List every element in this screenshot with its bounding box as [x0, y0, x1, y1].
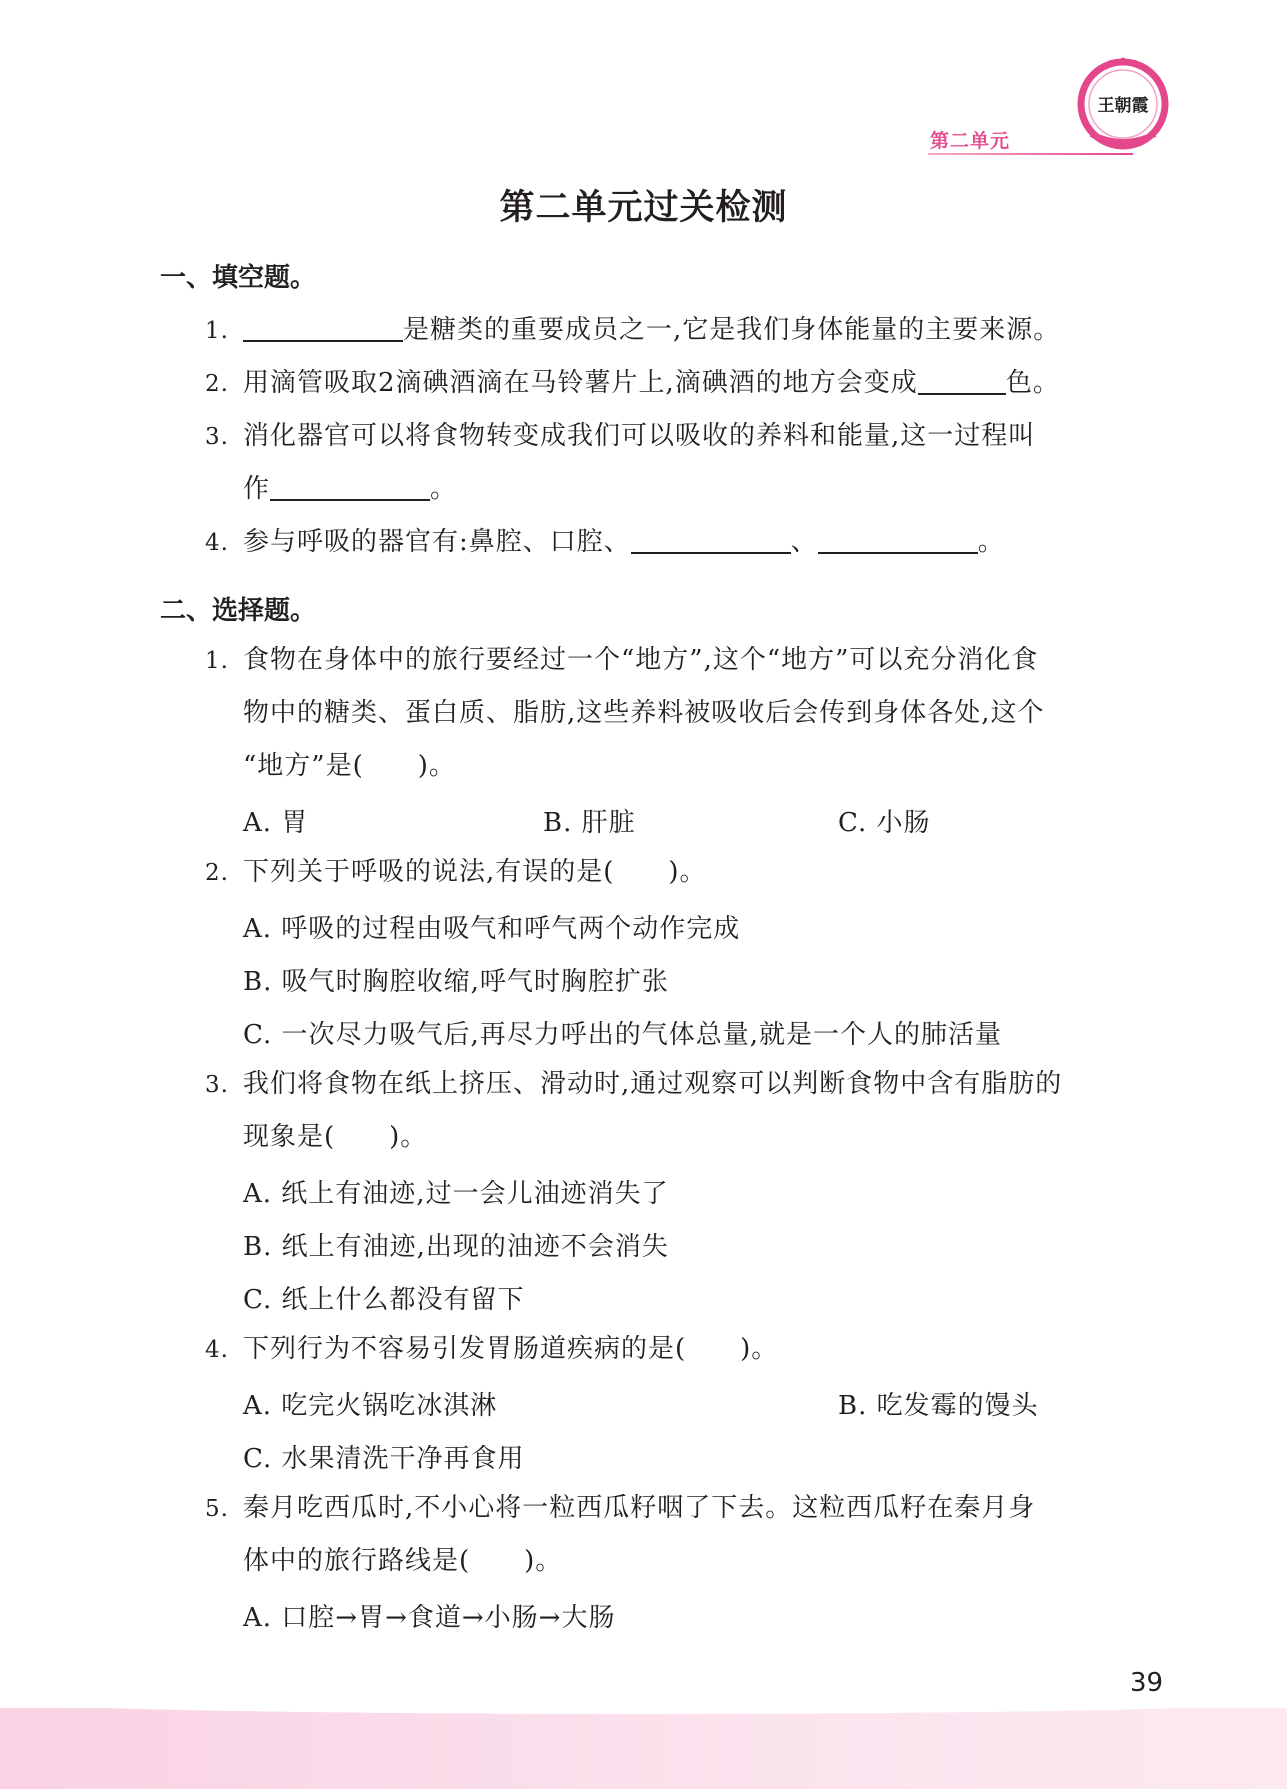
question-number: 1. [205, 318, 229, 344]
fill-question-4 [205, 525, 1005, 560]
fill-question-1 [205, 313, 1060, 348]
question-number: 5. [205, 1496, 229, 1522]
question-text: 食物在身体中的旅行要经过一个“地方”,这个“地方”可以充分消化食 [243, 645, 1039, 675]
question-text: 下列关于呼吸的说法,有误的是( )。 [243, 857, 707, 887]
question-number: 2. [205, 371, 229, 397]
question-text-end: 色。 [1005, 368, 1060, 398]
question-text-end: 。 [977, 527, 1005, 557]
question-text-end: 。 [430, 474, 458, 504]
answer-blank[interactable] [243, 314, 403, 342]
option-b[interactable]: B. 纸上有油迹,出现的油迹不会消失 [243, 1232, 669, 1262]
section-heading-choice: 二、选择题。 [160, 596, 317, 626]
fill-question-3 [205, 419, 1035, 454]
option-b[interactable]: B. 吃发霉的馒头 [838, 1391, 1039, 1421]
section-heading-fill: 一、填空题。 [160, 263, 317, 293]
choice-question-5 [205, 1491, 1035, 1526]
question-number: 2. [205, 860, 229, 886]
question-text-line: 物中的糖类、蛋白质、脂肪,这些养料被吸收后会传到身体各处,这个 [243, 698, 1045, 728]
option-b[interactable]: B. 吸气时胸腔收缩,呼气时胸腔扩张 [243, 967, 669, 997]
question-number: 4. [205, 530, 229, 556]
fill-question-3-cont [243, 472, 457, 506]
choice-question-3 [205, 1067, 1062, 1102]
option-a[interactable]: A. 呼吸的过程由吸气和呼气两个动作完成 [243, 914, 741, 944]
question-text-line: 体中的旅行路线是( )。 [243, 1546, 563, 1576]
answer-blank[interactable] [270, 473, 430, 501]
question-text: 参与呼吸的器官有:鼻腔、口腔、 [243, 527, 631, 557]
brand-logo [1075, 54, 1171, 150]
question-text-line: 现象是( )。 [243, 1122, 428, 1152]
question-number: 3. [205, 1072, 229, 1098]
question-text: 消化器官可以将食物转变成我们可以吸收的养料和能量,这一过程叫 [243, 421, 1036, 451]
question-text: 用滴管吸取2滴碘酒滴在马铃薯片上,滴碘酒的地方会变成 [243, 368, 918, 398]
option-a[interactable]: A. 胃 [243, 808, 309, 838]
question-text: 作 [243, 474, 271, 504]
choice-question-1 [205, 643, 1038, 678]
answer-blank[interactable] [818, 526, 978, 554]
question-text: 秦月吃西瓜时,不小心将一粒西瓜籽咽了下去。这粒西瓜籽在秦月身 [243, 1493, 1036, 1523]
option-c[interactable]: C. 水果清洗干净再食用 [243, 1444, 525, 1474]
unit-tag: 第二单元 [930, 130, 1011, 152]
option-a[interactable]: A. 纸上有油迹,过一会儿油迹消失了 [243, 1179, 669, 1209]
question-number: 1. [205, 648, 229, 674]
question-text: 下列行为不容易引发胃肠道疾病的是( )。 [243, 1334, 779, 1364]
option-a[interactable]: A. 吃完火锅吃冰淇淋 [243, 1391, 498, 1421]
answer-blank[interactable] [631, 526, 791, 554]
page-number: 39 [1130, 1668, 1164, 1698]
question-text-line: “地方”是( )。 [243, 751, 456, 781]
option-a[interactable]: A. 口腔→胃→食道→小肠→大肠 [243, 1603, 616, 1633]
question-text-sep: 、 [790, 527, 818, 557]
option-c[interactable]: C. 小肠 [838, 808, 931, 838]
option-c[interactable]: C. 一次尽力吸气后,再尽力呼出的气体总量,就是一个人的肺活量 [243, 1020, 1003, 1050]
choice-question-2 [205, 855, 707, 890]
question-number: 4. [205, 1337, 229, 1363]
footer-band [0, 1708, 1287, 1789]
question-text: 是糖类的重要成员之一,它是我们身体能量的主要来源。 [403, 315, 1061, 345]
fill-question-2 [205, 366, 1060, 401]
logo-text: 王朝霞 [1097, 96, 1149, 116]
page-title: 第二单元过关检测 [499, 188, 788, 228]
question-text: 我们将食物在纸上挤压、滑动时,通过观察可以判断食物中含有脂肪的 [243, 1069, 1063, 1099]
option-c[interactable]: C. 纸上什么都没有留下 [243, 1285, 525, 1315]
option-b[interactable]: B. 肝脏 [543, 808, 636, 838]
choice-question-4 [205, 1332, 778, 1367]
question-number: 3. [205, 424, 229, 450]
answer-blank[interactable] [918, 367, 1006, 395]
unit-underline [928, 153, 1133, 155]
